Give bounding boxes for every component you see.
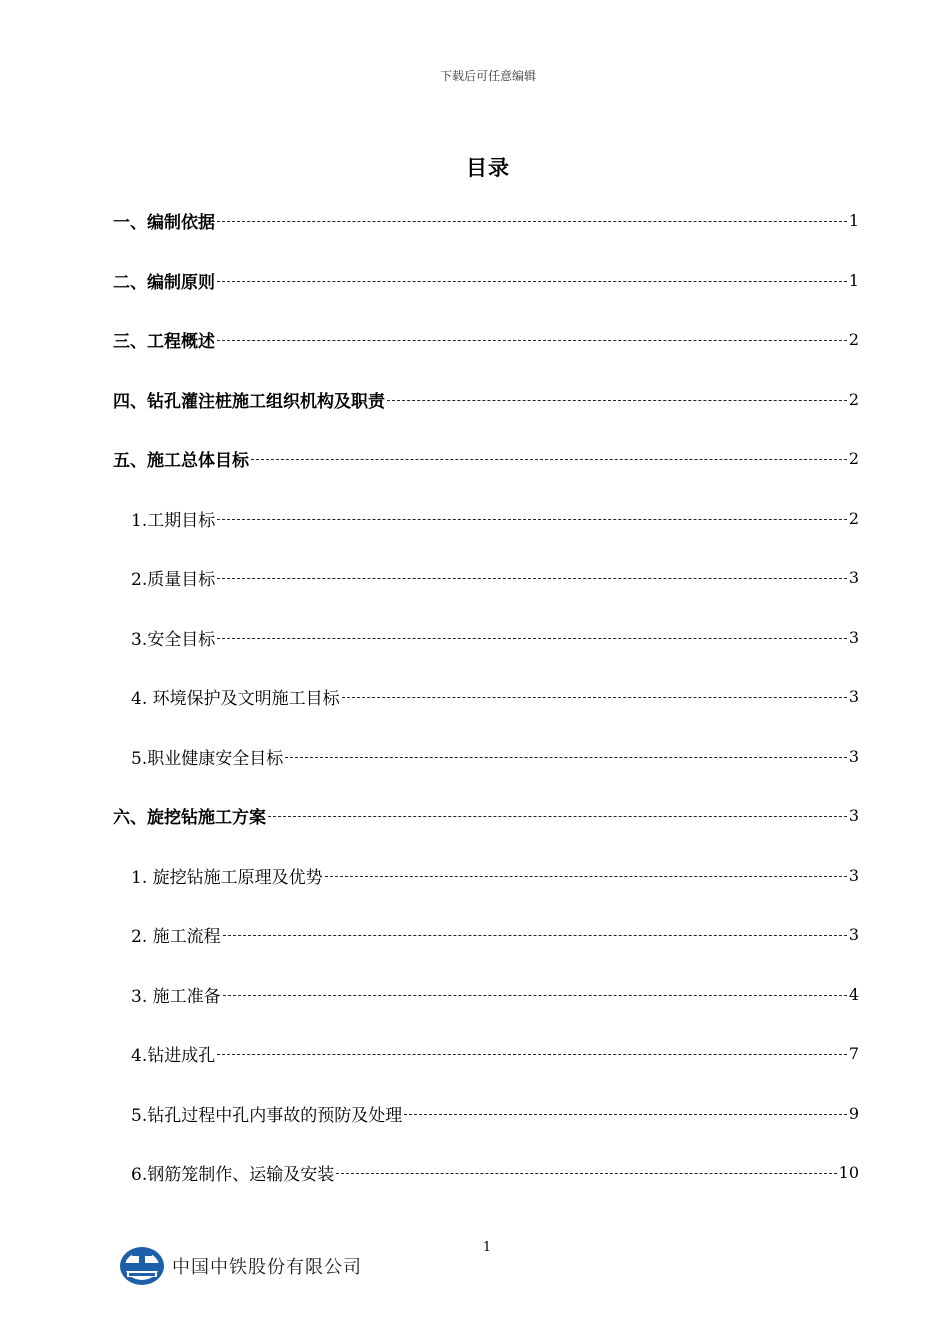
toc-entry-label: 5.钻孔过程中孔内事故的预防及处理 xyxy=(131,1105,403,1126)
toc-entry[interactable] xyxy=(131,981,859,1007)
toc-entry-label: 1.工期目标 xyxy=(131,510,216,531)
header-note: 下载后可任意编辑 xyxy=(439,69,536,83)
toc-leader-dashes xyxy=(217,638,847,639)
toc-leader-dashes xyxy=(342,697,847,698)
toc-entry-label: 2. 施工流程 xyxy=(131,926,221,947)
toc-entry[interactable] xyxy=(131,743,859,769)
toc-leader-dashes xyxy=(387,400,847,401)
toc-entry-page: 1 xyxy=(848,270,859,290)
toc-leader-dashes xyxy=(217,281,847,282)
toc-entry-page: 2 xyxy=(848,448,859,468)
toc-leader-dashes xyxy=(268,816,847,817)
toc-entry[interactable] xyxy=(113,326,859,352)
toc-entry-page: 10 xyxy=(838,1162,859,1182)
toc-entry-page: 3 xyxy=(848,746,859,766)
toc-entry-page: 3 xyxy=(848,627,859,647)
toc-entry[interactable] xyxy=(131,505,859,531)
toc-entry-page: 3 xyxy=(848,924,859,944)
toc-entry-label: 六、旋挖钻施工方案 xyxy=(113,807,266,828)
toc-entry-label: 二、编制原则 xyxy=(113,272,215,293)
toc-entry[interactable] xyxy=(131,1040,859,1066)
toc-entry-label: 一、编制依据 xyxy=(113,212,215,233)
toc-entry[interactable] xyxy=(113,802,859,828)
toc-leader-dashes xyxy=(217,1054,847,1055)
toc-entry[interactable] xyxy=(131,921,859,947)
toc-entry[interactable] xyxy=(131,1100,859,1126)
toc-entry-label: 2.质量目标 xyxy=(131,569,216,590)
toc-leader-dashes xyxy=(223,995,847,996)
toc-entry[interactable] xyxy=(131,564,859,590)
toc-leader-dashes xyxy=(217,578,847,579)
toc-leader-dashes xyxy=(223,935,847,936)
toc-leader-dashes xyxy=(404,1114,847,1115)
toc-entry-page: 4 xyxy=(848,984,859,1004)
toc-leader-dashes xyxy=(285,757,847,758)
crec-logo-icon xyxy=(118,1245,166,1287)
toc-entry[interactable] xyxy=(113,445,859,471)
toc-entry-page: 3 xyxy=(848,805,859,825)
toc-entry-label: 三、工程概述 xyxy=(113,331,215,352)
toc-entry[interactable] xyxy=(131,683,859,709)
toc-entry-label: 四、钻孔灌注桩施工组织机构及职责 xyxy=(113,391,385,412)
toc-entry-page: 2 xyxy=(848,329,859,349)
toc-entry[interactable] xyxy=(113,207,859,233)
page-number: 1 xyxy=(482,1240,492,1255)
footer-company-name: 中国中铁股份有限公司 xyxy=(172,1257,362,1278)
toc-entry[interactable] xyxy=(113,386,859,412)
toc-entry-label: 3. 施工准备 xyxy=(131,986,221,1007)
toc-entry-label: 3.安全目标 xyxy=(131,629,216,650)
toc-entry-page: 3 xyxy=(848,865,859,885)
toc-entry-label: 五、施工总体目标 xyxy=(113,450,249,471)
toc-title: 目录 xyxy=(466,155,510,180)
toc-entry[interactable] xyxy=(131,862,859,888)
toc-entry-page: 1 xyxy=(848,210,859,230)
toc-leader-dashes xyxy=(217,340,847,341)
toc-entry-page: 3 xyxy=(848,686,859,706)
toc-entry-page: 3 xyxy=(848,567,859,587)
toc-leader-dashes xyxy=(217,221,847,222)
toc-entry-label: 4.钻进成孔 xyxy=(131,1045,216,1066)
toc-entry-page: 9 xyxy=(848,1103,859,1123)
toc-leader-dashes xyxy=(325,876,847,877)
toc-entry[interactable] xyxy=(131,1159,859,1185)
toc-entry-label: 4. 环境保护及文明施工目标 xyxy=(131,688,340,709)
toc-entry-page: 2 xyxy=(848,508,859,528)
toc-entry-label: 5.职业健康安全目标 xyxy=(131,748,284,769)
toc-entry[interactable] xyxy=(113,267,859,293)
toc-entry-label: 6.钢筋笼制作、运输及安装 xyxy=(131,1164,335,1185)
toc-leader-dashes xyxy=(336,1173,836,1174)
toc-entry-page: 2 xyxy=(848,389,859,409)
toc-leader-dashes xyxy=(217,519,847,520)
toc-leader-dashes xyxy=(251,459,847,460)
toc-entry-page: 7 xyxy=(848,1043,859,1063)
toc-entry-label: 1. 旋挖钻施工原理及优势 xyxy=(131,867,323,888)
toc-entry[interactable] xyxy=(131,624,859,650)
